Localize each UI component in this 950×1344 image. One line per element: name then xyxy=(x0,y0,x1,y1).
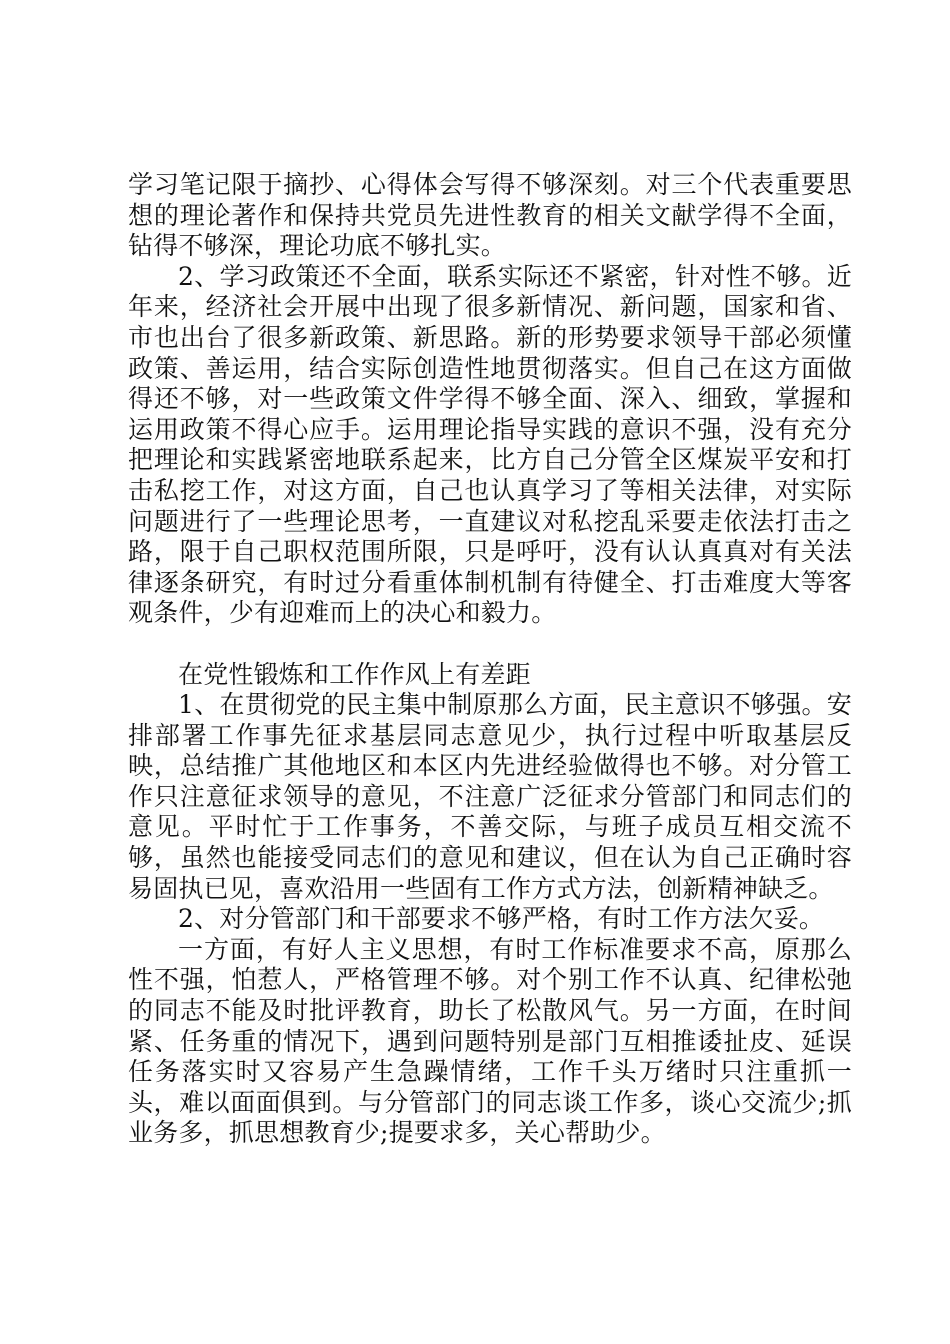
section-heading: 在党性锻炼和工作作风上有差距 xyxy=(178,659,531,689)
paragraph-good-person: 一方面，有好人主义思想，有时工作标准要求不高，原那么性不强，怕惹人，严格管理不够。对个别工作不认真、纪律松弛的同志不能及时批评教育，助长了松散风气。另一方面，在时间紧、任务重的情况下，遇到问题特别是部门互相推诿扯皮、延误任务落实时又容易产生急躁情绪，工作千头万绪时只注重抓一头，难以面面俱到。与分管部门的同志谈工作多，谈心交流少;抓业务多，抓思想教育少;提要求多，关心帮助少。 xyxy=(128,934,852,1148)
paragraph-management-strictness: 2、对分管部门和干部要求不够严格，有时工作方法欠妥。 xyxy=(178,904,825,934)
paragraph-democratic-centralism: 1、在贯彻党的民主集中制原那么方面，民主意识不够强。安排部署工作事先征求基层同志意见少，执行过程中听取基层反映，总结推广其他地区和本区内先进经验做得也不够。对分管工作只注意征求领导的意见，不注意广泛征求分管部门和同志们的意见。平时忙于工作事务，不善交际，与班子成员互相交流不够，虽然也能接受同志们的意见和建议，但在认为自己正确时容易固执已见，喜欢沿用一些固有工作方式方法，创新精神缺乏。 xyxy=(128,690,852,903)
paragraph-study-notes: 学习笔记限于摘抄、心得体会写得不够深刻。对三个代表重要思想的理论著作和保持共党员先进性教育的相关文献学得不全面，钻得不够深，理论功底不够扎实。 xyxy=(128,170,852,261)
paragraph-policy-study: 2、学习政策还不全面，联系实际还不紧密，针对性不够。近年来，经济社会开展中出现了很多新情况、新问题，国家和省、市也出台了很多新政策、新思路。新的形势要求领导干部必须懂政策、善运用，结合实际创造性地贯彻落实。但自己在这方面做得还不够，对一些政策文件学得不够全面、深入、细致，掌握和运用政策不得心应手。运用理论指导实践的意识不强，没有充分把理论和实践紧密地联系起来，比方自己分管全区煤炭平安和打击私挖工作，对这方面，自己也认真学习了等相关法律，对实际问题进行了一些理论思考，一直建议对私挖乱采要走依法打击之路，限于自己职权范围所限，只是呼吁，没有认认真真对有关法律逐条研究，有时过分看重体制机制有待健全、打击难度大等客观条件，少有迎难而上的决心和毅力。 xyxy=(128,261,852,628)
document-body xyxy=(128,170,852,1149)
